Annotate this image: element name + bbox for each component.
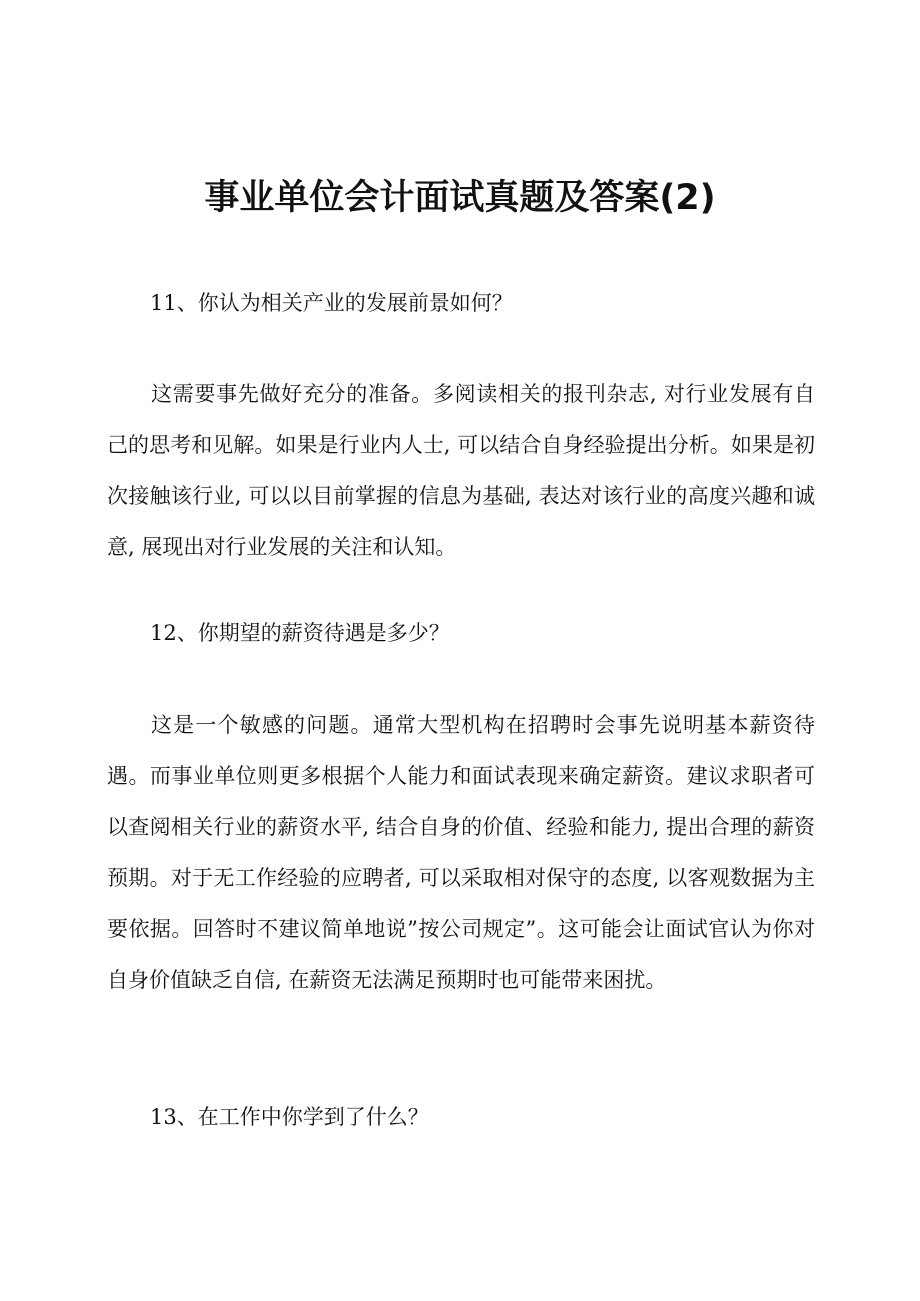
question-12: 12、你期望的薪资待遇是多少？ [150, 621, 450, 645]
document-title: 事业单位会计面试真题及答案(2) [204, 178, 716, 218]
question-11: 11、你认为相关产业的发展前景如何？ [150, 291, 513, 315]
answer-12: 这是一个敏感的问题。通常大型机构在招聘时会事先说明基本薪资待遇。而事业单位则更多根据个人能力和面试表现来确定薪资。建议求职者可以查阅相关行业的薪资水平, 结合自身的价值、经验和能力, 提出合理的薪资预期。对于无工作经验的应聘者, 可以采取相对保守的态度, 以客观数据为主要依据。回答时不建议简单地说”按公司规定”。这可能会让面试官认为你对自身价值缺乏自信, 在薪资无法满足预期时也可能带来困扰。 [107, 713, 815, 992]
answer-11: 这需要事先做好充分的准备。多阅读相关的报刊杂志, 对行业发展有自己的思考和见解。如果是行业内人士, 可以结合自身经验提出分析。如果是初次接触该行业, 可以以目前掌握的信息为基础, 表达对该行业的高度兴趣和诚意, 展现出对行业发展的关注和认知。 [107, 382, 815, 559]
question-13: 13、在工作中你学到了什么？ [150, 1105, 429, 1129]
